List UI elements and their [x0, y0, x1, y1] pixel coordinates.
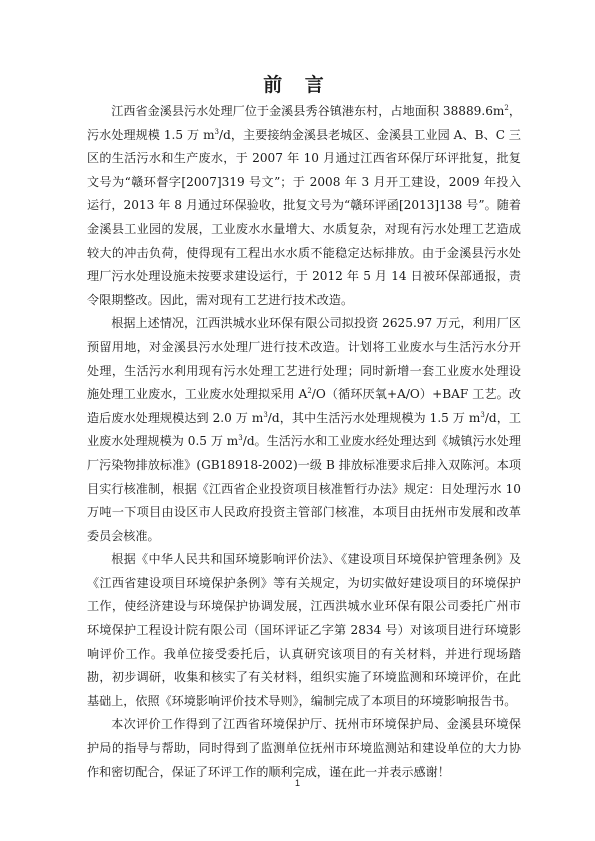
text-run: ，污水处理规模 1.5 万 m — [87, 104, 521, 142]
text-run: 江西省金溪县污水处理厂位于金溪县秀谷镇港东村，占地面积 38889.6m — [111, 104, 505, 118]
document-body — [87, 100, 521, 784]
text-run: /d，工业废水处理规模为 0.5 万 m — [87, 410, 521, 449]
text-run: 根据《中华人民共和国环境影响评价法》、《建设项目环境保护管理条例》及《江西省建设项目环境保护条例》等有关规定，为切实做好建设项目的环境保护工作，使经济建设与环境保护协调发展，江西洪城水业环保有限公司委托广州市环境保护工程设计院有限公司（国环评证乙字第 2834 号）对该项目进行环境影响评价工作。我单位接受委托后，认真研究该项目的有关材料，并进行现场踏勘，初步调研，收集和核实了有关材料，组织实施了环境监测和环境评价，在此基础上，依照《环境影响评价技术导则》，编制完成了本项目的环境影响报告书。 — [87, 552, 521, 708]
text-run: 本次评价工作得到了江西省环境保护厅、抚州市环境保护局、金溪县环境保护局的指导与帮助，同时得到了监测单位抚州市环境监测站和建设单位的大力协作和密切配合，保证了环评工作的顺利完成，谨在此一并表示感谢！ — [87, 717, 521, 779]
text-run: 根据上述情况，江西洪城水业环保有限公司拟投资 2625.97 万元，利用厂区预留用地，对金溪县污水处理厂进行技术改造。计划将工业废水与生活污水分开处理，生活污水利用现有污水处理工艺进行处理；同时新增一套工业废水处理设施处理工业废水，工业废水处理拟采用 A — [87, 316, 521, 402]
text-run: /d，其中生活污水处理规模为 1.5 万 m — [267, 410, 481, 425]
paragraph-2 — [87, 312, 521, 548]
text-run: /d。生活污水和工业废水经处理达到《城镇污水处理厂污染物排放标准》(GB18918-2002)一级 B 排放标准要求后排入双陈河。本项目实行核准制，根据《江西省企业投资项目核准暂行办法》规定：日处理污水 10 万吨一下项目由设区市人民政府投资主管部门核准，本项目由抚州市发展和改革委员会核准。 — [87, 434, 521, 543]
paragraph-1 — [87, 100, 521, 312]
superscript: 3 — [480, 410, 485, 419]
superscript: 2 — [307, 387, 312, 396]
superscript: 3 — [263, 410, 268, 419]
superscript: 2 — [504, 103, 509, 112]
paragraph-3 — [87, 548, 521, 713]
superscript: 3 — [214, 127, 220, 136]
text-run: /O（循环厌氧+A/O）+BAF 工艺。改造后废水处理规模达到 2.0 万 m — [87, 387, 521, 425]
page-title: 前 言 — [263, 74, 332, 96]
superscript: 3 — [238, 434, 243, 443]
text-run: /d，主要接纳金溪县老城区、金溪县工业园 A、B、C 三区的生活污水和生产废水，于 2007 年 10 月通过江西省环保厅环评批复，批复文号为“赣环督字[2007]319 号文”；于 2008 年 3 月开工建设，2009 年投入运行，2013 年 8 月通过环保验收，批复文号为“赣环评函[2013]138 号”。随着金溪县工业园的发展，工业废水水量增大、水质复杂，对现有污水处理工艺造成较大的冲击负荷，使得现有工程出水水质不能稳定达标排放。由于金溪县污水处理厂污水处理设施未按要求建设运行，于 2012 年 5 月 14 日被环保部通报，责令限期整改。因此，需对现有工艺进行技术改造。 — [87, 127, 521, 307]
page-number: 1 — [294, 778, 300, 788]
paragraph-4 — [87, 713, 521, 784]
